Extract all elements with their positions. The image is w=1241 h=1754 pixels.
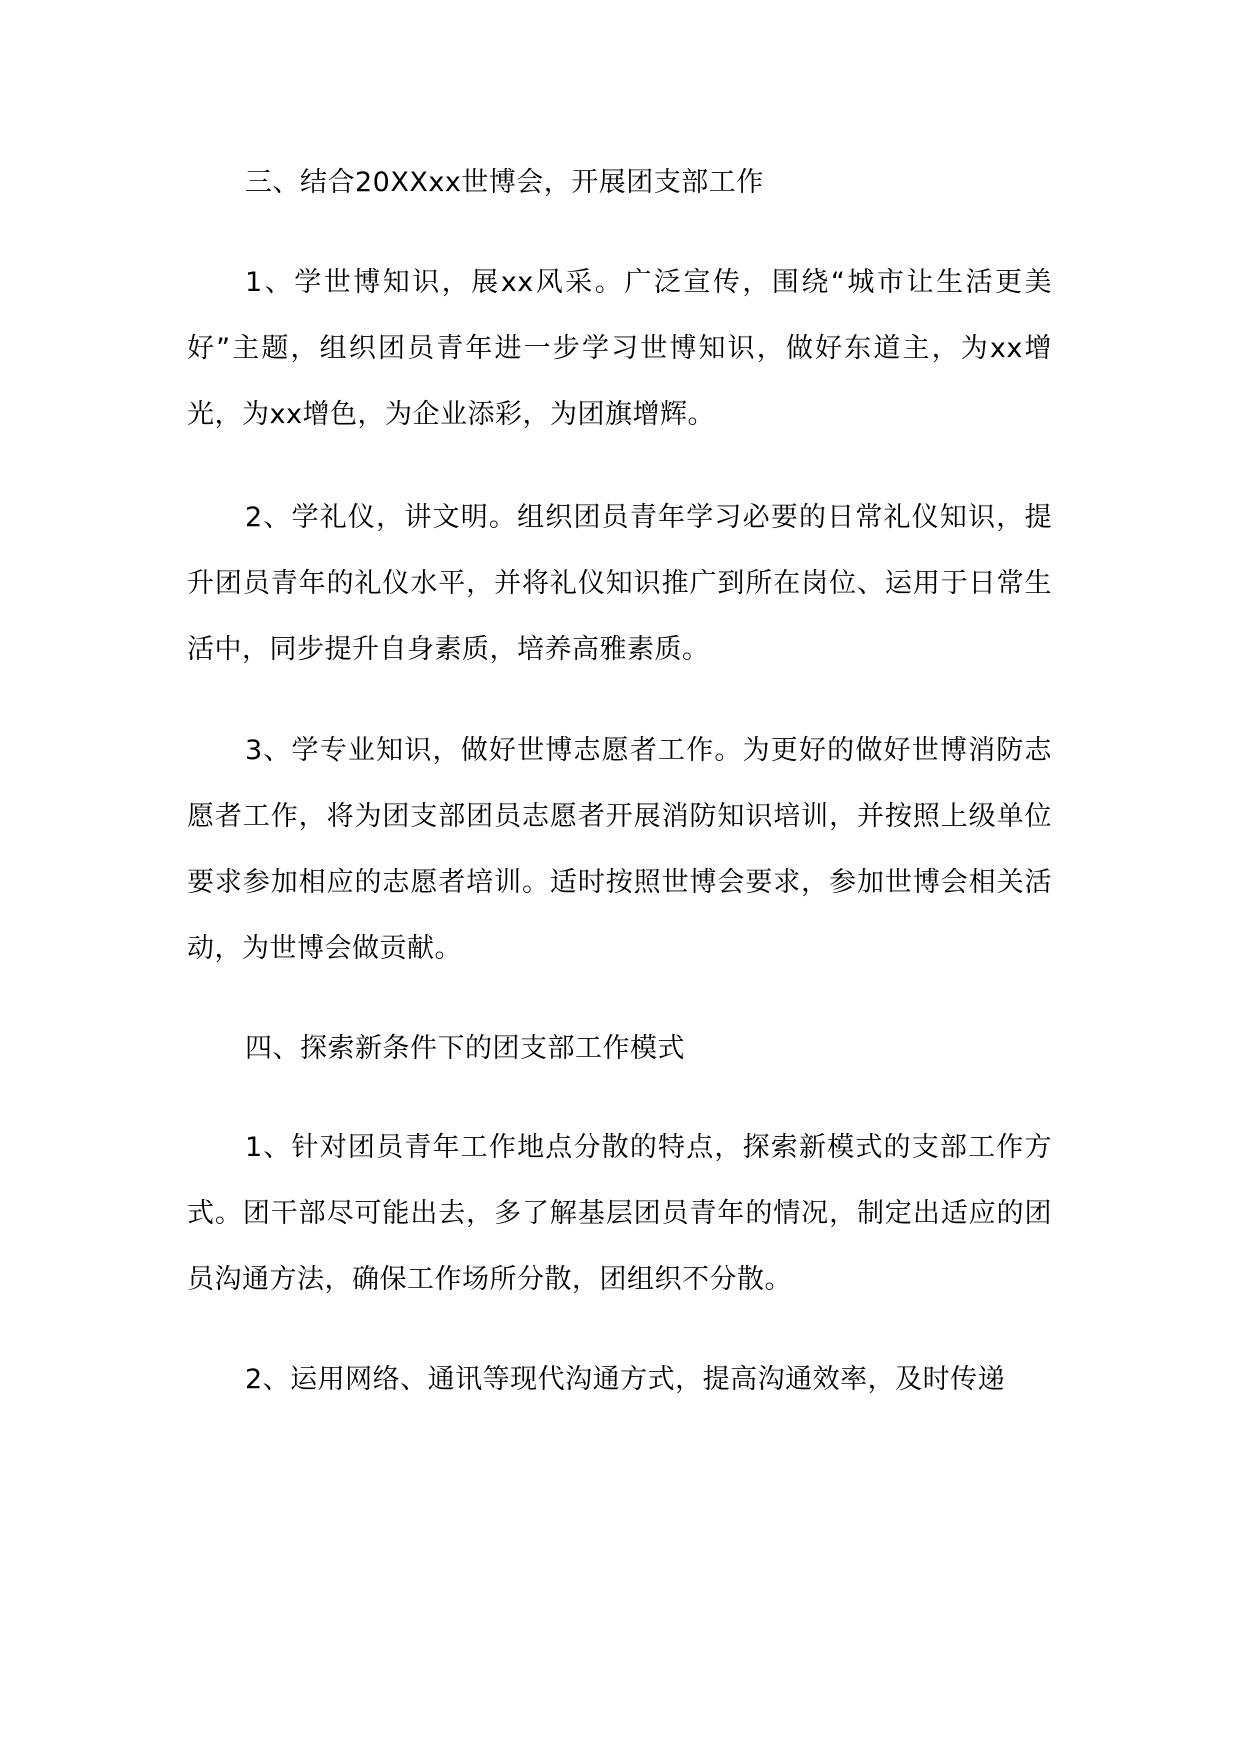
- paragraph-3-3: 3、学专业知识，做好世博志愿者工作。为更好的做好世博消防志愿者工作，将为团支部团员志愿者开展消防知识培训，并按照上级单位要求参加相应的志愿者培训。适时按照世博会要求，参加世博会相关活动，为世博会做贡献。: [187, 735, 1052, 964]
- paragraph-4-1: 1、针对团员青年工作地点分散的特点，探索新模式的支部工作方式。团干部尽可能出去，多了解基层团员青年的情况，制定出适应的团员沟通方法，确保工作场所分散，团组织不分散。: [187, 1132, 1052, 1295]
- paragraph-4-2: 2、运用网络、通讯等现代沟通方式，提高沟通效率，及时传递: [245, 1364, 1006, 1395]
- section-heading-3: 三、结合20XXxx世博会，开展团支部工作: [245, 167, 764, 198]
- paragraph-3-1: 1、学世博知识，展xx风采。广泛宣传，围绕“城市让生活更美好”主题，组织团员青年进一步学习世博知识，做好东道主，为xx增光，为xx增色，为企业添彩，为团旗增辉。: [187, 267, 1052, 430]
- paragraph-3-2: 2、学礼仪，讲文明。组织团员青年学习必要的日常礼仪知识，提升团员青年的礼仪水平，并将礼仪知识推广到所在岗位、运用于日常生活中，同步提升自身素质，培养高雅素质。: [187, 502, 1052, 665]
- section-heading-4: 四、探索新条件下的团支部工作模式: [245, 1033, 685, 1064]
